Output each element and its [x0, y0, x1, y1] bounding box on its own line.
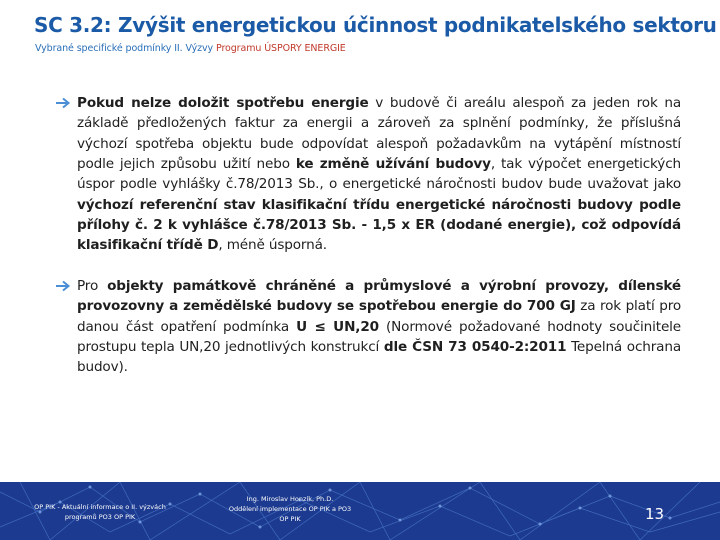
footer-mid-line3: OP PIK [279, 515, 301, 523]
p1-text-3: , méně úsporná. [218, 237, 327, 254]
paragraph-protected-buildings [77, 276, 681, 378]
p1-text-2: , tak výpočet energetických úspor podle vyhlášky č.78/2013 Sb., o energetické náročnosti budov bude uvažovat jako [77, 156, 681, 193]
paragraph-baseline-energy [77, 93, 681, 256]
footer-mid-line1: Ing. Miroslav Honzík, Ph.D. [246, 495, 334, 503]
footer-left-text [30, 502, 170, 522]
footer-author-text [210, 494, 370, 524]
footer-left-line2: programů PO3 OP PIK [64, 513, 136, 521]
p2-text-1: Pro [77, 278, 108, 294]
p1-bold-3: výchozí referenční stav klasifikační třídu energetické náročnosti budovy podle přílohy č. 2 k vyhlášce č.78/2013 Sb. - 1,5 x ER (dodané energie), což odpovídá klasifikační třídě D [77, 196, 681, 254]
p1-bold-1: Pokud nelze doložit spotřebu energie [77, 95, 369, 111]
footer-left-line1: OP PIK - Aktuální informace o II. výzvách [34, 503, 166, 511]
slide-subtitle [35, 43, 346, 54]
p2-bold-3: dle ČSN 73 0540-2:2011 [383, 339, 567, 356]
slide-title: SC 3.2: Zvýšit energetickou účinnost podnikatelského sektoru [34, 13, 717, 37]
p2-text-3: (Normové požadované hodnoty součinitele prostupu tepla UN,20 jednotlivých konstrukcí [77, 318, 681, 356]
subtitle-highlight: Programu ÚSPORY ENERGIE [215, 43, 346, 54]
p2-bold-1: objekty památkově chráněné a průmyslové a výrobní provozy, dílenské provozovny a zemědělské budovy se spotřebou energie do 700 GJ [77, 278, 681, 315]
subtitle-prefix: Vybrané specifické podmínky II. Výzvy [35, 43, 216, 54]
arrow-right-icon [55, 280, 71, 292]
p1-bold-2: ke změně užívání budovy [295, 156, 491, 173]
footer-mid-line2: Oddělení implementace OP PIK a PO3 [228, 505, 352, 513]
p2-text-2: za rok platí pro danou část opatření podmínka [77, 298, 681, 335]
p2-bold-2: U ≤ UN,20 [296, 318, 379, 335]
p2-text-4: Tepelná ochrana budov). [77, 339, 681, 376]
page-number: 13 [645, 505, 665, 523]
arrow-right-icon [55, 97, 71, 109]
p1-text-1: v budově či areálu alespoň za jeden rok na základě předložených faktur za energii a zároveň za splnění podmínky, že příslušná výchozí spotřeba objektu bude odpovídat alespoň požadavkům na vytápění místností podle jejich způsobu užití nebo [77, 95, 682, 173]
